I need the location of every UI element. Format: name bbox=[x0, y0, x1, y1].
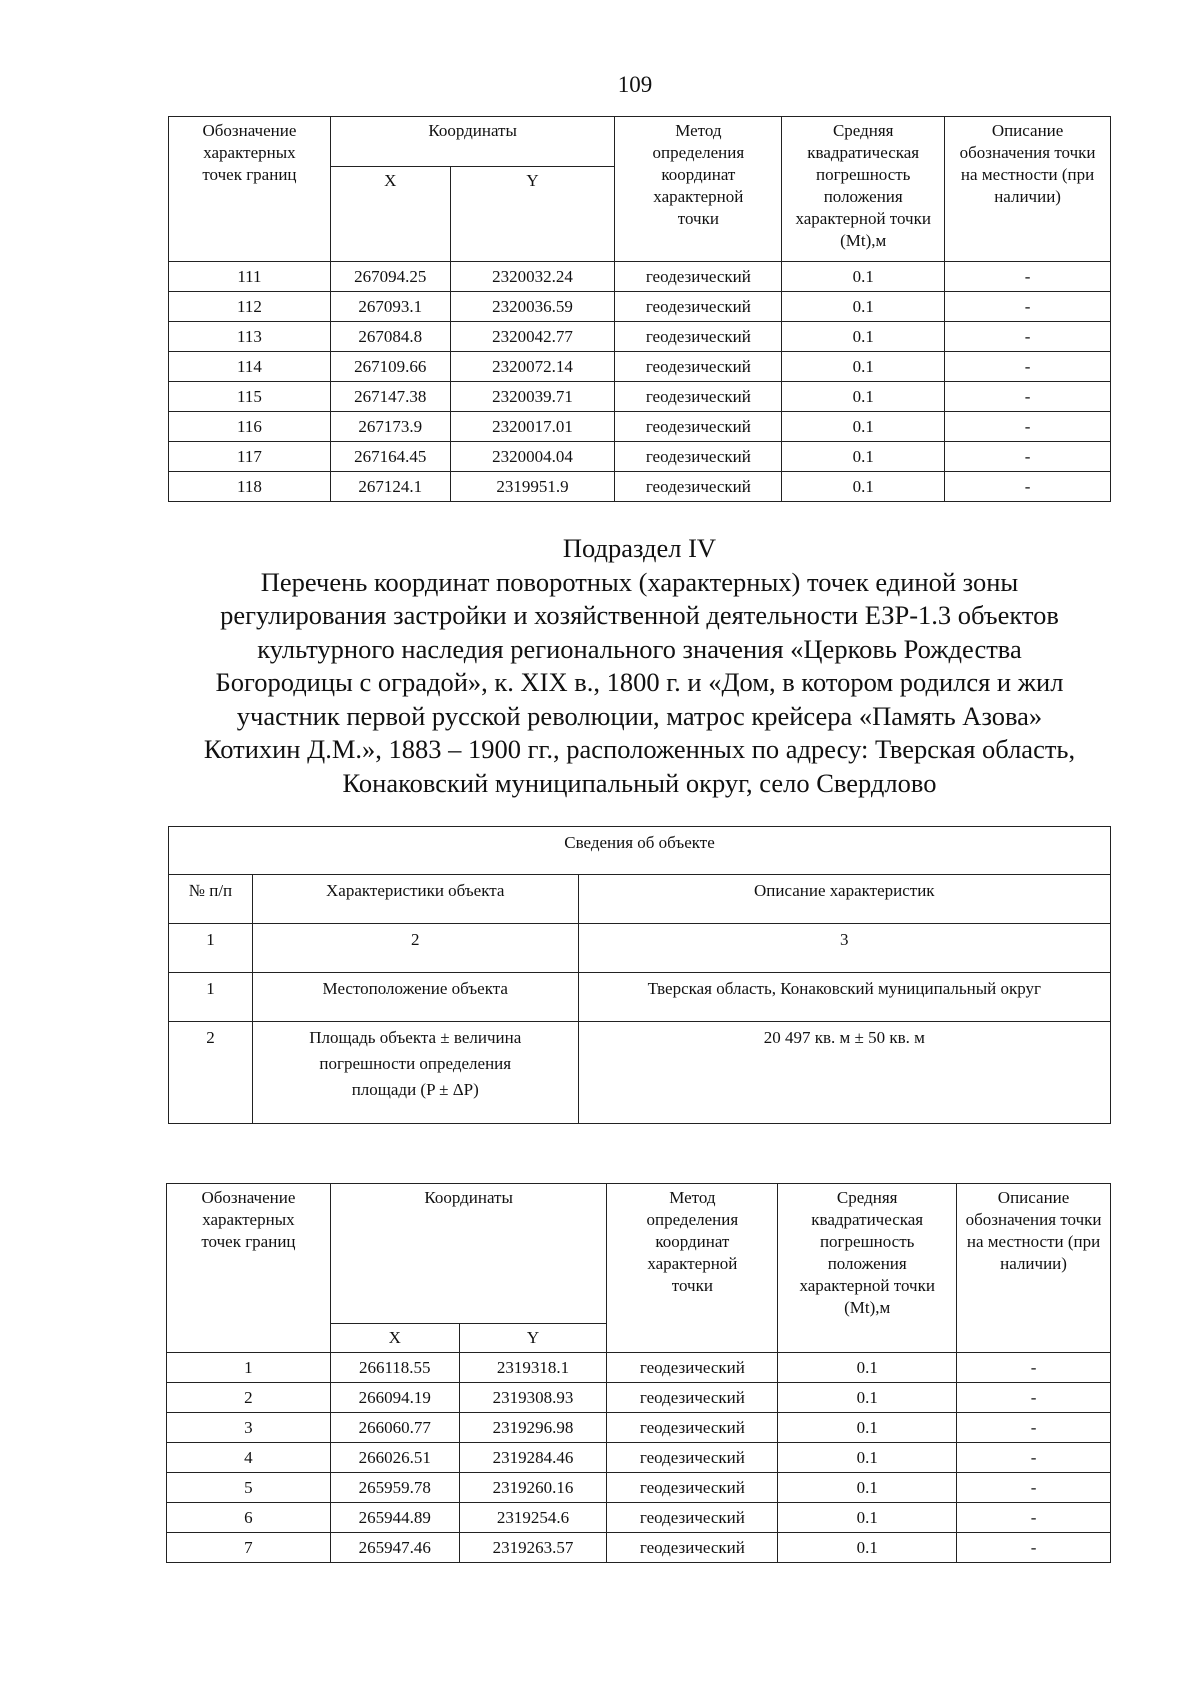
header-error: Средняя квадратическая погрешность положения характерной точки (Mt),м bbox=[778, 1184, 957, 1353]
heading-line: Котихин Д.М.», 1883 – 1900 гг., расположенных по адресу: Тверская область, bbox=[203, 734, 1076, 764]
table-row: 115 267147.38 2320039.71 геодезический 0.1 - bbox=[169, 382, 1111, 412]
table-row: 1 266118.55 2319318.1 геодезический 0.1 - bbox=[167, 1353, 1111, 1383]
heading-line: Перечень координат поворотных (характерных) точек единой зоны bbox=[260, 566, 1019, 597]
table-row: 117 267164.45 2320004.04 геодезический 0.1 - bbox=[169, 442, 1111, 472]
header-x: X bbox=[330, 1324, 459, 1353]
table-row: 116 267173.9 2320017.01 геодезический 0.1 - bbox=[169, 412, 1111, 442]
heading-line: участник первой русской революции, матрос крейсера «Память Азова» bbox=[236, 700, 1043, 731]
column-characteristic-header: Характеристики объекта bbox=[252, 875, 578, 924]
table-row: 6 265944.89 2319254.6 геодезический 0.1 - bbox=[167, 1503, 1111, 1533]
column-index: 1 bbox=[169, 924, 253, 973]
table-row: 2 266094.19 2319308.93 геодезический 0.1 - bbox=[167, 1383, 1111, 1413]
header-method: Метод определения координат характерной точки bbox=[607, 1184, 778, 1353]
heading-line: Богородицы с оградой», к. XIX в., 1800 г. и «Дом, в котором родился и жил bbox=[215, 667, 1064, 697]
column-number-header: № п/п bbox=[169, 875, 253, 924]
header-designation: Обозначение характерных точек границ bbox=[167, 1184, 331, 1353]
heading-line: культурного наследия регионального значения «Церковь Рождества bbox=[257, 633, 1022, 664]
header-coordinates: Координаты bbox=[330, 117, 615, 167]
header-method: Метод определения координат характерной точки bbox=[615, 117, 782, 262]
area-label: Площадь объекта ± величина погрешности определения площади (P ± ΔP) bbox=[252, 1022, 578, 1124]
object-info-title: Сведения об объекте bbox=[169, 827, 1111, 875]
table-row: 111 267094.25 2320032.24 геодезический 0.1 - bbox=[169, 262, 1111, 292]
table-row: 113 267084.8 2320042.77 геодезический 0.1 - bbox=[169, 322, 1111, 352]
header-designation: Обозначение характерных точек границ bbox=[169, 117, 331, 262]
column-description-header: Описание характеристик bbox=[578, 875, 1110, 924]
header-y: Y bbox=[459, 1324, 607, 1353]
heading-line: Конаковский муниципальный округ, село Свердлово bbox=[342, 767, 937, 798]
table-row: 4 266026.51 2319284.46 геодезический 0.1 - bbox=[167, 1443, 1111, 1473]
table-row: 7 265947.46 2319263.57 геодезический 0.1 - bbox=[167, 1533, 1111, 1563]
header-x: X bbox=[330, 167, 450, 262]
header-description: Описание обозначения точки на местности (при наличии) bbox=[957, 1184, 1111, 1353]
page-number: 109 bbox=[617, 72, 653, 97]
column-index: 2 bbox=[252, 924, 578, 973]
header-y: Y bbox=[450, 167, 615, 262]
header-coordinates: Координаты bbox=[330, 1184, 607, 1324]
table-row: 112 267093.1 2320036.59 геодезический 0.1 - bbox=[169, 292, 1111, 322]
column-index: 3 bbox=[578, 924, 1110, 973]
coordinates-table-2 bbox=[166, 1183, 1111, 1563]
coordinates-table-1 bbox=[168, 116, 1111, 502]
table-row: 114 267109.66 2320072.14 геодезический 0.1 - bbox=[169, 352, 1111, 382]
location-label: Местоположение объекта bbox=[252, 973, 578, 1022]
header-description: Описание обозначения точки на местности (при наличии) bbox=[945, 117, 1111, 262]
subsection-title: Подраздел IV bbox=[562, 533, 717, 563]
table-row: 1 Местоположение объекта Тверская область, Конаковский муниципальный округ bbox=[169, 973, 1111, 1022]
table-row: 3 266060.77 2319296.98 геодезический 0.1 - bbox=[167, 1413, 1111, 1443]
table-row: 5 265959.78 2319260.16 геодезический 0.1 - bbox=[167, 1473, 1111, 1503]
area-value: 20 497 кв. м ± 50 кв. м bbox=[578, 1022, 1110, 1124]
header-error: Средняя квадратическая погрешность положения характерной точки (Mt),м bbox=[782, 117, 945, 262]
object-info-table bbox=[168, 826, 1111, 1124]
heading-line: регулирования застройки и хозяйственной деятельности ЕЗР-1.3 объектов bbox=[220, 600, 1059, 630]
location-value: Тверская область, Конаковский муниципальный округ bbox=[578, 973, 1110, 1022]
table-row: 2 Площадь объекта ± величина погрешности определения площади (P ± ΔP) 20 497 кв. м ± 50 кв. м bbox=[169, 1022, 1111, 1124]
section-heading bbox=[168, 532, 1111, 800]
table-row: 118 267124.1 2319951.9 геодезический 0.1 - bbox=[169, 472, 1111, 502]
